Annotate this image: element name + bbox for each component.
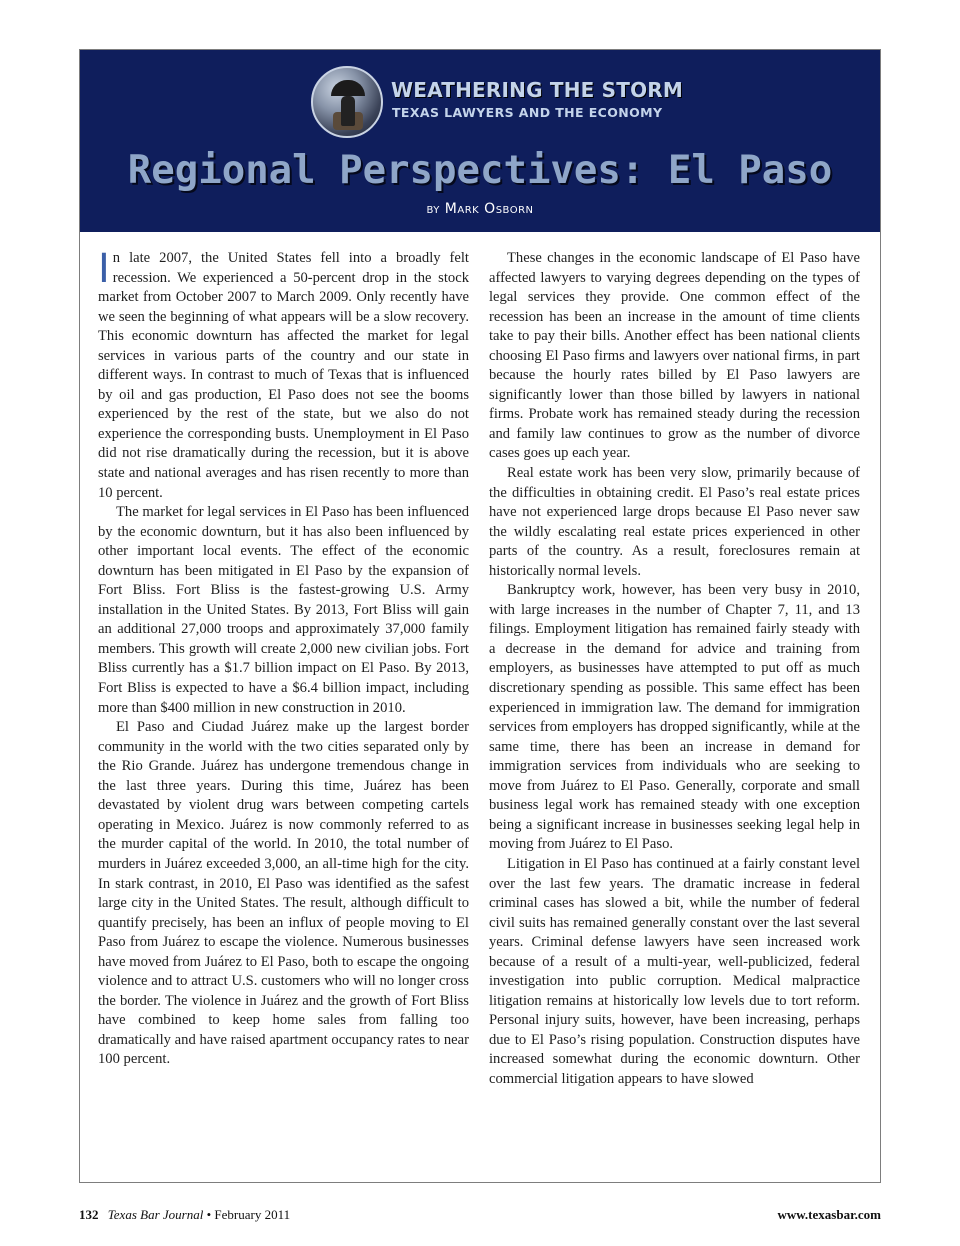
footer-separator: •	[206, 1207, 212, 1222]
column-left	[98, 246, 469, 1070]
issue-date: February 2011	[214, 1207, 291, 1222]
paragraph-text: n late 2007, the United States fell into a broadly felt recession. We experienced a 50-percent drop in the stock market from October 2007 to March 2009. Only recently have we seen the beginning of what appears will be a slow recovery. This economic downturn has affected the market for legal services in various parts of the country and our state in different ways. In contrast to much of Texas that is influenced by oil and gas production, El Paso does not see the booms experienced by the rest of the state, but we also do not experience the corresponding busts. Unemployment in El Paso did not rise dramatically during the recession, but it is above state and national averages and has risen recently to more than 10 percent.	[98, 250, 469, 501]
website-link[interactable]: www.texasbar.com	[777, 1207, 881, 1222]
article-frame	[79, 49, 881, 1183]
figure-shape	[341, 96, 355, 126]
header-banner	[80, 50, 880, 232]
page-footer	[79, 1201, 881, 1231]
journal-name: Texas Bar Journal	[107, 1207, 204, 1222]
footer-left	[79, 1207, 290, 1223]
paragraph: The market for legal services in El Paso has been influenced by the economic downturn, but it has also been influenced by other important local events. The effect of the economic downturn has been mitigated in El Paso by the expansion of Fort Bliss. Fort Bliss is the fastest-growing U.S. Army installation in the United States. By 2013, Fort Bliss will gain an additional 27,000 troops and approximately 37,000 family members. This growth will create 2,000 new civilian jobs. Fort Bliss currently has a $1.7 billion impact on El Paso. By 2013, Fort Bliss is expected to have a $6.4 billion impact, including more than $400 million in new construction in 2010.	[98, 504, 469, 716]
umbrella-shape	[331, 80, 365, 96]
paragraph: Bankruptcy work, however, has been very busy in 2010, with large increases in the number of Chapter 7, 11, and 13 filings. Employment litigation has remained fairly steady with a decrease in the demand for advice and training from employers, as businesses have attempted to put off as much discretionary spending as possible. This same effect has been experienced in immigration law. The demand for immigration services from employers has dropped significantly, while at the same time, there has been an increase in demand for immigration services from individuals who are seeking to move from Juárez to El Paso. Generally, corporate and small business legal work has remained steady with one exception being a significant increase in businesses seeking legal help in moving from Juárez to El Paso.	[489, 582, 860, 853]
series-subtitle: TEXAS LAWYERS AND THE ECONOMY	[392, 105, 663, 120]
series-title: WEATHERING THE STORM	[391, 78, 684, 102]
paragraph	[98, 246, 469, 503]
paragraph: El Paso and Ciudad Juárez make up the largest border community in the world with the two cities separated only by the Rio Grande. Juárez has undergone tremendous change in the last three years. During this time, Juárez has been devastated by violent drug wars between competing cartels operating in Mexico. Juárez is now commonly referred to as the murder capital of the world. In 2010, the total number of murders in Juárez exceeded 3,000, an all-time high for the city. In stark contrast, in 2010, El Paso was identified as the safest large city in the United States. The result, although difficult to quantify precisely, has been an influx of people moving to El Paso from Juárez to escape the violence. Numerous businesses have moved from Juárez to El Paso, both to escape the ongoing violence and to attract U.S. customers who will no longer cross the border. The violence in Juárez and the growth of Fort Bliss have combined to keep home sales from falling too dramatically and have raised apartment occupancy rates to near 100 percent.	[98, 719, 469, 1068]
column-right	[489, 249, 860, 1090]
paragraph: Litigation in El Paso has continued at a fairly constant level over the last few years. The dramatic increase in federal criminal cases has slowed a bit, while the number of federal civil suits has remained generally constant over the last several years. Criminal defense lawyers have seen increased work because of a result of a multi-year, well-publicized, federal investigation into public corruption. Medical malpractice litigation remains at historically low levels due to tort reform. Personal injury suits, however, have been increasing, perhaps due to El Paso’s rising population. Construction disputes have increased somewhat during the economic downturn. Other commercial litigation appears to have slowed	[489, 855, 860, 1087]
byline: by Mark Osborn	[426, 201, 534, 217]
page-number: 132	[79, 1207, 99, 1222]
article-headline: Regional Perspectives: El Paso	[127, 148, 833, 193]
drop-cap: I	[98, 246, 110, 292]
storm-umbrella-logo-icon	[311, 66, 383, 138]
paragraph: Real estate work has been very slow, primarily because of the difficulties in obtaining credit. El Paso’s real estate prices have not experienced large drops because El Paso never saw the wildly escalating real estate prices experienced in other parts of the country. As a result, foreclosures remain at historically normal levels.	[489, 465, 860, 579]
paragraph: These changes in the economic landscape of El Paso have affected lawyers to varying degrees depending on the types of legal services they provide. One common effect of the recession has been an increase in the amount of time clients take to pay their bills. Another effect has been national clients choosing El Paso firms and lawyers over national firms, in part because the hourly rates billed by El Paso lawyers are significantly lower than those billed by lawyers in national firms. Probate work has remained steady during the recession and family law continues to grow as the number of divorce cases goes up each year.	[489, 250, 860, 462]
